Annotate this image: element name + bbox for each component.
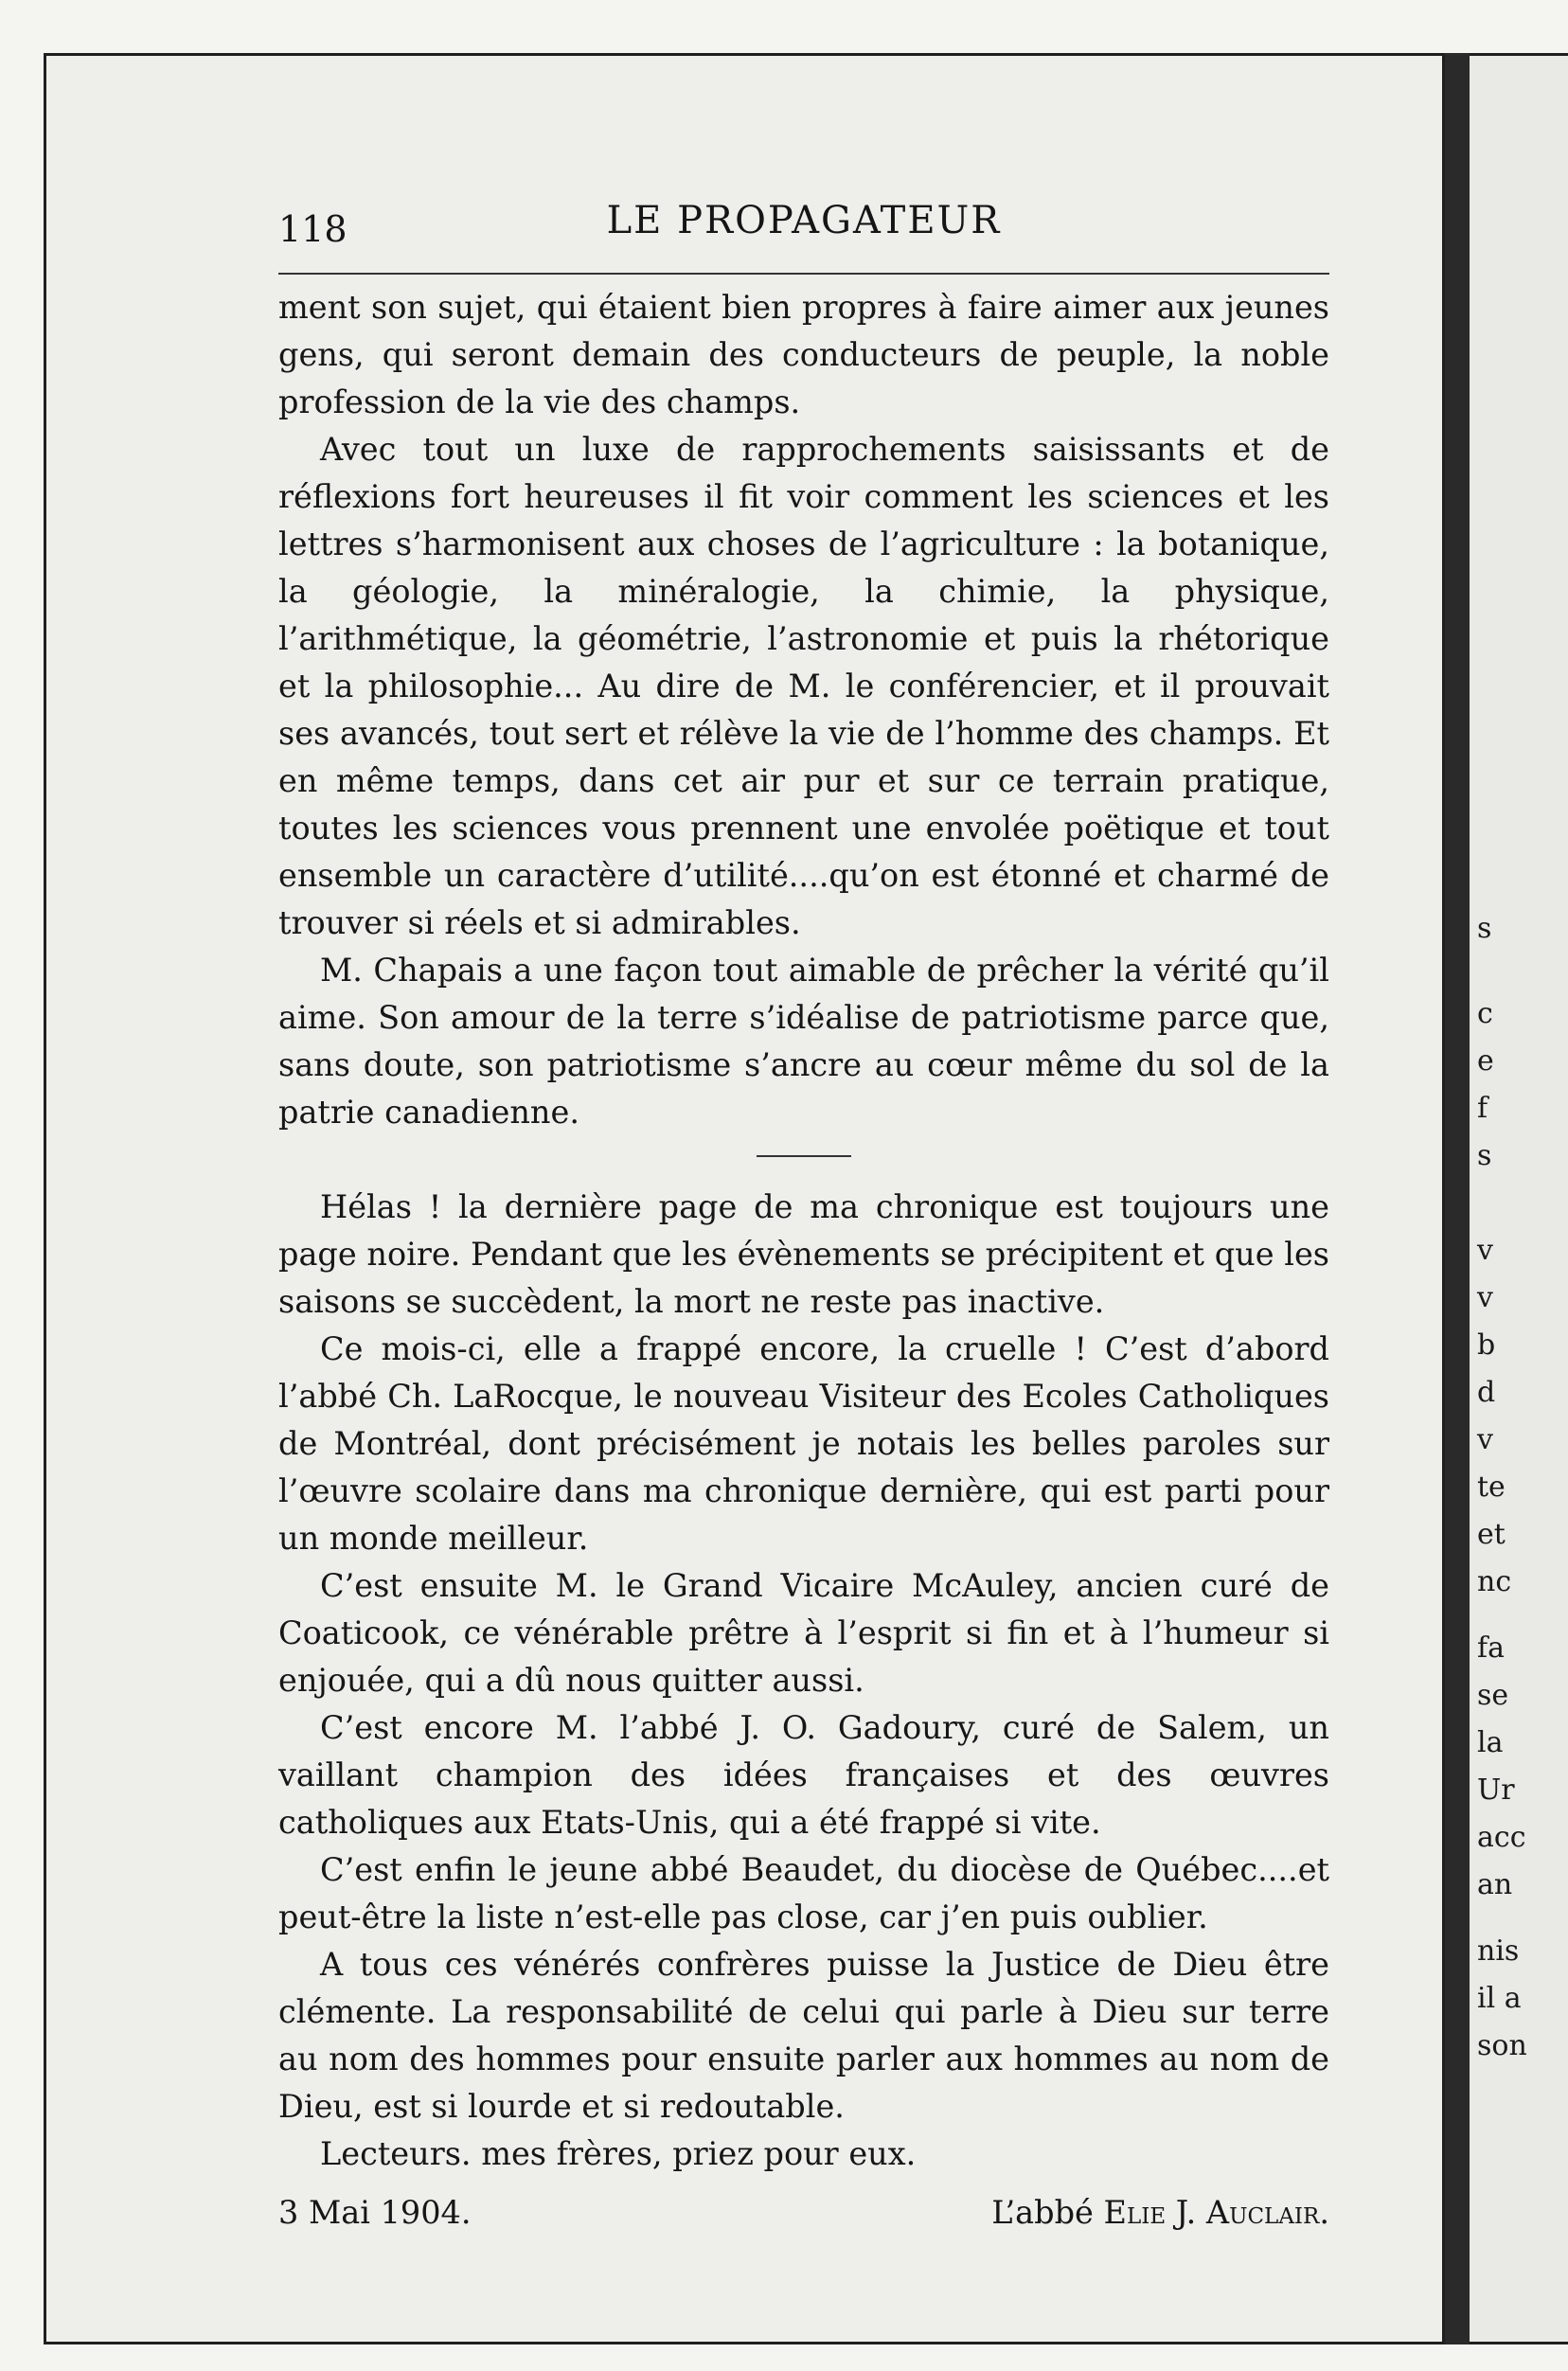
facing-page-fragment: b <box>1477 1328 1496 1362</box>
paragraph: Ce mois-ci, elle a frappé encore, la cruelle ! C’est d’abord l’abbé Ch. LaRocque, le nouveau Visiteur des Ecoles Catholiques de Montréal, dont précisément je notais les belles paroles sur l’œuvre scolaire dans ma chronique dernière, qui est parti pour un monde meilleur. <box>278 1330 1329 1557</box>
facing-page-fragment: il a <box>1477 1982 1522 2015</box>
page-header <box>278 191 1329 276</box>
article-body <box>278 284 1329 2237</box>
paragraph: ment son sujet, qui étaient bien propres à faire aimer aux jeunes gens, qui seront demain des conducteurs de peuple, la noble profession de la vie des champs. <box>278 289 1329 420</box>
paragraph: C’est ensuite M. le Grand Vicaire McAuley, ancien curé de Coaticook, ce vénérable prêtre à l’esprit si fin et à l’humeur si enjouée, qui a dû nous quitter aussi. <box>278 1567 1329 1699</box>
facing-page-fragment: e <box>1477 1044 1494 1078</box>
facing-page-fragment: te <box>1477 1471 1506 1504</box>
facing-page-fragment: v <box>1477 1423 1493 1456</box>
paragraph: Avec tout un luxe de rapprochements saisissants et de réflexions fort heureuses il fit voir comment les sciences et les lettres s’harmonisent aux choses de l’agriculture : la botanique, la géologie, la minéralogie, la chimie, la physique, l’arithmétique, la géométrie, l’astronomie et puis la rhétorique et la philosophie... Au dire de M. le conférencier, et il prouvait ses avancés, tout sert et rélève la vie de l’homme des champs. Et en même temps, dans cet air pur et sur ce terrain pratique, toutes les sciences vous prennent une envolée poëtique et tout ensemble un caractère d’utilité....qu’on est étonné et charmé de trouver si réels et si admirables. <box>278 431 1329 941</box>
facing-page-fragment: nc <box>1477 1565 1512 1598</box>
signature-author <box>991 2189 1329 2237</box>
facing-page-fragment: et <box>1477 1518 1506 1551</box>
paragraph: Hélas ! la dernière page de ma chronique est toujours une page noire. Pendant que les évènements se précipitent et que les saisons se succèdent, la mort ne reste pas inactive. <box>278 1188 1329 1320</box>
facing-page-fragment: s <box>1477 912 1492 945</box>
signature-date: 3 Mai 1904. <box>278 2194 472 2231</box>
facing-page-fragment: an <box>1477 1868 1513 1901</box>
facing-page-fragment: acc <box>1477 1821 1526 1854</box>
facing-page-fragment: f <box>1477 1092 1488 1125</box>
facing-page-edge <box>1470 53 1568 2344</box>
facing-page-fragment: d <box>1477 1376 1496 1409</box>
author-name: Elie J. Auclair. <box>1103 2194 1329 2231</box>
facing-page-fragment: v <box>1477 1281 1493 1314</box>
header-rule <box>278 273 1329 275</box>
facing-page-fragment: la <box>1477 1726 1504 1759</box>
paragraph: M. Chapais a une façon tout aimable de prêcher la vérité qu’il aime. Son amour de la terre s’idéalise de patriotisme parce que, sans doute, son patriotisme s’ancre au cœur même du sol de la patrie canadienne. <box>278 952 1329 1131</box>
facing-page-fragment: nis <box>1477 1934 1520 1968</box>
author-prefix: L’abbé <box>991 2194 1104 2231</box>
facing-page-fragment: s <box>1477 1139 1492 1172</box>
facing-page-fragment: v <box>1477 1234 1493 1267</box>
section-separator <box>757 1155 851 1157</box>
facing-page-fragment: fa <box>1477 1631 1505 1665</box>
facing-page-fragment: Ur <box>1477 1774 1515 1807</box>
paragraph: C’est enfin le jeune abbé Beaudet, du diocèse de Québec....et peut-être la liste n’est-elle pas close, car j’en puis oublier. <box>278 1851 1329 1935</box>
facing-page-fragment: se <box>1477 1679 1509 1712</box>
paragraph: A tous ces vénérés confrères puisse la Justice de Dieu être clémente. La responsabilité de celui qui parle à Dieu sur terre au nom des hommes pour ensuite parler aux hommes au nom de Dieu, est si lourde et si redoutable. <box>278 1946 1329 2125</box>
paragraph: C’est encore M. l’abbé J. O. Gadoury, curé de Salem, un vaillant champion des idées françaises et des œuvres catholiques aux Etats-Unis, qui a été frappé si vite. <box>278 1709 1329 1841</box>
paragraph: Lecteurs. mes frères, priez pour eux. <box>320 2135 917 2172</box>
book-gutter <box>1445 53 1470 2344</box>
running-title: LE PROPAGATEUR <box>606 199 1002 242</box>
page-number: 118 <box>278 208 347 250</box>
facing-page-fragment: c <box>1477 997 1493 1030</box>
facing-page-fragment: son <box>1477 2029 1527 2062</box>
signature-line <box>278 2189 1329 2237</box>
